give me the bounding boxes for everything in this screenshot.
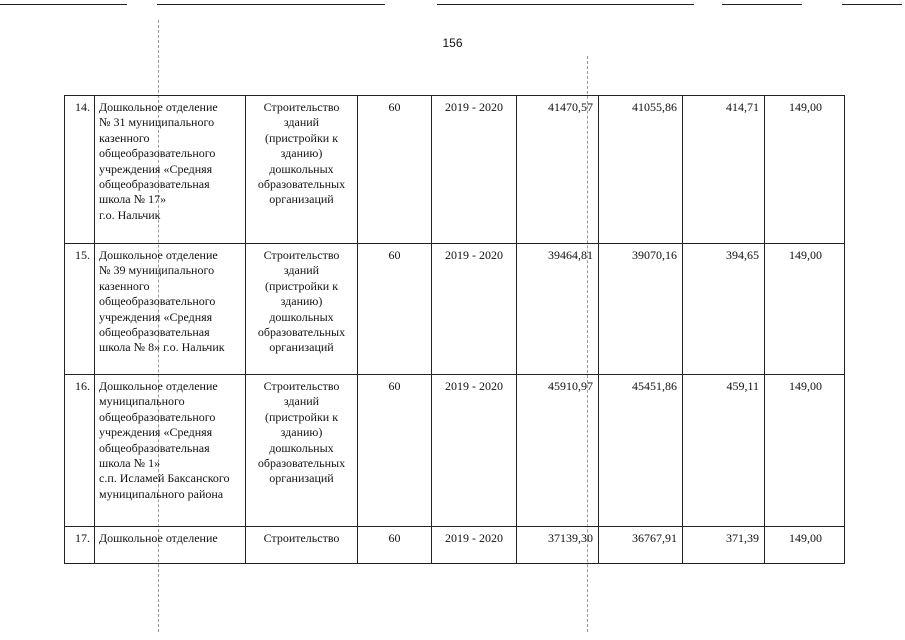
facilities-table (64, 95, 845, 564)
capacity-cell: 60 (358, 375, 432, 527)
period-cell: 2019 - 2020 (432, 375, 517, 527)
work-type-line: Строительство (263, 531, 340, 545)
federal-amount-cell: 36767,91 (599, 527, 683, 564)
work-type-line: зданию) (280, 146, 323, 161)
facility-name-line: № 31 муниципального (99, 115, 215, 130)
unit-cost-cell: 149,00 (765, 527, 845, 564)
work-type-line: (пристройки к (264, 130, 339, 145)
work-type-line: Строительство (263, 248, 340, 262)
facility-name-cell (95, 244, 246, 375)
work-type-line: образовательных (257, 177, 346, 192)
work-type-line: зданий (283, 394, 320, 409)
work-type-line: зданию) (280, 294, 323, 309)
work-type-line: Строительство (263, 100, 340, 114)
facility-name-line: муниципального района (99, 486, 224, 501)
row-number-cell: 15. (65, 244, 95, 375)
work-type-cell (246, 527, 358, 564)
facility-name-line: с.п. Исламей Баксанского (99, 471, 230, 486)
facility-name-line: школа № 8» г.о. Нальчик (99, 340, 225, 355)
header-rule (0, 4, 127, 5)
capacity-cell: 60 (358, 96, 432, 244)
capacity-cell: 60 (358, 527, 432, 564)
facility-name-line: общеобразовательного (99, 146, 216, 161)
facility-name-line: казенного (99, 130, 150, 145)
table-row (65, 527, 845, 564)
work-type-line: зданию) (280, 425, 323, 440)
facility-name-line: школа № 17» (99, 192, 167, 207)
header-rule (437, 4, 694, 5)
work-type-line: дошкольных (269, 440, 334, 455)
facility-name-line: учреждения «Средняя (99, 425, 213, 440)
federal-amount-cell: 45451,86 (599, 375, 683, 527)
facility-name-line: казенного (99, 278, 150, 293)
period-cell: 2019 - 2020 (432, 244, 517, 375)
facility-name-line: учреждения «Средняя (99, 309, 213, 324)
total-amount-cell: 41470,57 (517, 96, 599, 244)
facility-name-line: школа № 1» (99, 456, 161, 471)
regional-amount-cell: 371,39 (683, 527, 765, 564)
work-type-line: зданий (283, 263, 320, 278)
capacity-cell: 60 (358, 244, 432, 375)
facility-name-line: № 39 муниципального (99, 263, 215, 278)
regional-amount-cell: 459,11 (683, 375, 765, 527)
facility-name-cell (95, 527, 246, 564)
header-rule (722, 4, 802, 5)
work-type-line: организаций (269, 340, 334, 355)
facility-name-line: общеобразовательная (99, 325, 210, 340)
row-number-cell: 17. (65, 527, 95, 564)
facility-name-line: общеобразовательного (99, 409, 216, 424)
page-number: 156 (442, 36, 463, 50)
facility-name-line: общеобразовательного (99, 294, 216, 309)
unit-cost-cell: 149,00 (765, 375, 845, 527)
facility-name-line: общеобразовательная (99, 440, 210, 455)
work-type-line: дошкольных (269, 161, 334, 176)
work-type-line: дошкольных (269, 309, 334, 324)
period-cell: 2019 - 2020 (432, 527, 517, 564)
work-type-line: образовательных (257, 456, 346, 471)
total-amount-cell: 45910,97 (517, 375, 599, 527)
facility-name-line: учреждения «Средняя (99, 161, 213, 176)
federal-amount-cell: 41055,86 (599, 96, 683, 244)
work-type-line: (пристройки к (264, 409, 339, 424)
regional-amount-cell: 414,71 (683, 96, 765, 244)
facility-name-line: общеобразовательная (99, 177, 210, 192)
facility-name-cell (95, 375, 246, 527)
work-type-cell (246, 244, 358, 375)
facility-name-line: Дошкольное отделение (99, 379, 218, 393)
table-row (65, 375, 845, 527)
work-type-line: зданий (283, 115, 320, 130)
facility-name-line: Дошкольное отделение (99, 248, 218, 262)
work-type-line: Строительство (263, 379, 340, 393)
facility-name-line: муниципального (99, 394, 185, 409)
work-type-line: образовательных (257, 325, 346, 340)
work-type-cell (246, 375, 358, 527)
facility-name-line: г.о. Нальчик (99, 207, 161, 222)
work-type-line: организаций (269, 471, 334, 486)
unit-cost-cell: 149,00 (765, 96, 845, 244)
row-number-cell: 14. (65, 96, 95, 244)
work-type-cell (246, 96, 358, 244)
total-amount-cell: 39464,81 (517, 244, 599, 375)
federal-amount-cell: 39070,16 (599, 244, 683, 375)
facility-name-line: Дошкольное отделение (99, 531, 218, 545)
unit-cost-cell: 149,00 (765, 244, 845, 375)
regional-amount-cell: 394,65 (683, 244, 765, 375)
work-type-line: (пристройки к (264, 278, 339, 293)
header-rule (842, 4, 902, 5)
table-row (65, 96, 845, 244)
work-type-line: организаций (269, 192, 334, 207)
row-number-cell: 16. (65, 375, 95, 527)
header-rule (157, 4, 385, 5)
table-row (65, 244, 845, 375)
facility-name-cell (95, 96, 246, 244)
total-amount-cell: 37139,30 (517, 527, 599, 564)
facility-name-line: Дошкольное отделение (99, 100, 218, 114)
period-cell: 2019 - 2020 (432, 96, 517, 244)
